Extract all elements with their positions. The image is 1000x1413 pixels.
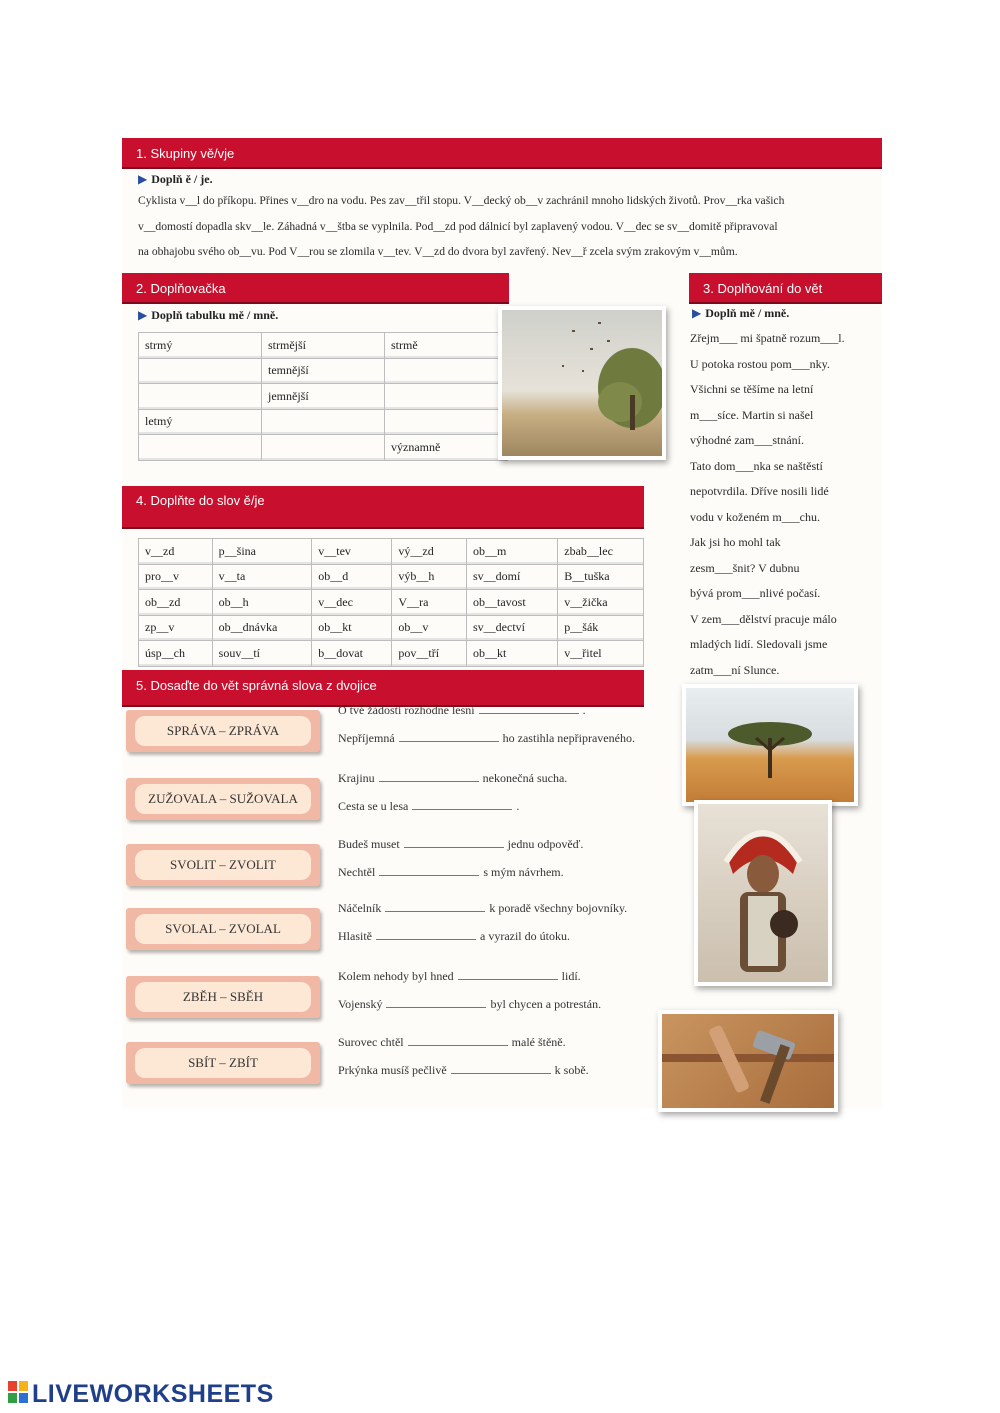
sentence-end: k sobě.	[554, 1063, 589, 1077]
answer-blank[interactable]	[386, 997, 486, 1008]
sentence-line: U potoka rostou pom___nky.	[690, 356, 830, 371]
sentence-start: Surovec chtěl	[338, 1035, 404, 1049]
answer-blank[interactable]	[385, 901, 485, 912]
sentence-line: Tato dom___nka se naštěstí	[690, 458, 823, 473]
word-cell[interactable]: zbab__lec	[558, 539, 644, 565]
table-cell: temnější	[262, 358, 385, 384]
word-cell[interactable]: v__tev	[312, 539, 392, 565]
word-pair-text: SVOLIT – ZVOLIT	[135, 850, 311, 880]
answer-cell[interactable]	[139, 435, 262, 461]
word-cell[interactable]: b__dovat	[312, 641, 392, 667]
sentence-end: nekonečná sucha.	[482, 771, 568, 785]
instruction-text: Doplň mě / mně.	[705, 306, 790, 320]
answer-cell[interactable]	[262, 435, 385, 461]
triangle-bullet-icon: ▶	[138, 308, 148, 322]
section3-title: 3. Doplňování do vět	[689, 273, 882, 304]
word-cell[interactable]: ob__m	[467, 539, 558, 565]
table-cell: letmý	[139, 409, 262, 435]
logo-text: LIVEWORKSHEETS	[32, 1380, 274, 1408]
table-row	[139, 435, 508, 461]
sentence-end: malé štěně.	[511, 1035, 566, 1049]
word-cell[interactable]: p__šák	[558, 615, 644, 641]
fill-sentence	[338, 1063, 589, 1078]
section2-instruction	[138, 308, 278, 323]
sentence-end: a vyrazil do útoku.	[480, 929, 570, 943]
section5-title: 5. Dosaďte do vět správná slova z dvojice	[122, 670, 644, 707]
comparison-table	[138, 332, 508, 461]
word-cell[interactable]: ob__d	[312, 564, 392, 590]
sentence-end: .	[516, 799, 520, 813]
instruction-text: Doplň tabulku mě / mně.	[151, 308, 279, 322]
word-pair-text: ZUŽOVALA – SUŽOVALA	[135, 784, 311, 814]
fill-sentence	[338, 731, 635, 746]
table-row	[139, 358, 508, 384]
word-cell[interactable]: zp__v	[139, 615, 213, 641]
table-row	[139, 590, 644, 616]
sentence-line: zatm___ní Slunce.	[690, 662, 780, 677]
word-cell[interactable]: p__šina	[212, 539, 312, 565]
sentence-start: Krajinu	[338, 771, 375, 785]
sentence-line: Všichni se těšíme na letní	[690, 382, 814, 396]
answer-cell[interactable]	[139, 384, 262, 410]
word-pair-text: SVOLAL – ZVOLAL	[135, 914, 311, 944]
instruction-text: Doplň ě / je.	[151, 172, 213, 186]
word-pair-label	[126, 844, 320, 886]
section3-sentences	[690, 326, 875, 683]
fill-sentence	[338, 799, 519, 814]
answer-cell[interactable]	[385, 358, 508, 384]
word-cell[interactable]: v__dec	[312, 590, 392, 616]
savanna-tree-photo	[682, 684, 858, 806]
sentence-line: nepotvrdila. Dříve nosili lidé	[690, 484, 829, 498]
fill-sentence	[338, 865, 564, 880]
word-cell[interactable]: ob__h	[212, 590, 312, 616]
word-cell[interactable]: sv__domí	[467, 564, 558, 590]
table-row	[139, 333, 508, 359]
word-cell[interactable]: v__žička	[558, 590, 644, 616]
sentence-end: k poradě všechny bojovníky.	[489, 901, 628, 915]
landscape-photo	[498, 306, 666, 460]
section1-paragraph	[138, 188, 878, 265]
answer-cell[interactable]	[139, 358, 262, 384]
triangle-bullet-icon: ▶	[692, 306, 702, 320]
answer-cell[interactable]	[385, 384, 508, 410]
table-cell: strmý	[139, 333, 262, 359]
answer-blank[interactable]	[412, 799, 512, 810]
sentence-line: mladých lidí. Sledovali jsme	[690, 637, 828, 651]
sentence-line: V zem___dělství pracuje málo	[690, 611, 837, 626]
word-cell[interactable]: výb__h	[392, 564, 467, 590]
word-cell[interactable]: ob__tavost	[467, 590, 558, 616]
headdress-figure-icon	[698, 804, 828, 982]
sentence-start: Nechtěl	[338, 865, 376, 879]
logo-blocks-icon	[8, 1381, 30, 1405]
sentence-start: Hlasitě	[338, 929, 372, 943]
word-cell[interactable]: v__ta	[212, 564, 312, 590]
word-cell[interactable]: sv__dectví	[467, 615, 558, 641]
sentence-line: Zřejm___ mi špatně rozum___l.	[690, 331, 845, 345]
acacia-tree-icon	[686, 688, 854, 802]
section3-instruction	[692, 306, 789, 321]
sentence-start: Nepříjemná	[338, 731, 395, 745]
word-cell[interactable]: souv__tí	[212, 641, 312, 667]
word-pair-label	[126, 710, 320, 752]
sentence-start: Cesta se u lesa	[338, 799, 409, 813]
sentence-end: .	[582, 703, 586, 717]
text-line: na obhajobu svého ob__vu. Pod V__rou se zlomila v__tev. V__zd do dvora byl zavřený. Nev__ř zcela svým zrakovým v__mům.	[138, 245, 738, 258]
word-cell[interactable]: v__řitel	[558, 641, 644, 667]
sentence-start: O tvé žádosti rozhodne lesní	[338, 703, 475, 717]
sentence-line: Jak jsi ho mohl tak	[690, 535, 781, 549]
sentence-start: Kolem nehody byl hned	[338, 969, 454, 983]
word-pair-label	[126, 1042, 320, 1084]
table-cell: významně	[385, 435, 508, 461]
section1-instruction	[138, 172, 213, 187]
fill-sentence	[338, 703, 586, 718]
table-row	[139, 564, 644, 590]
word-cell[interactable]: v__zd	[139, 539, 213, 565]
sentence-end: byl chycen a potrestán.	[490, 997, 602, 1011]
answer-blank[interactable]	[404, 837, 504, 848]
sentence-line: m___síce. Martin si našel	[690, 407, 814, 422]
table-cell: strmější	[262, 333, 385, 359]
sentence-line: vodu v koženém m___chu.	[690, 509, 820, 524]
word-cell[interactable]: pro__v	[139, 564, 213, 590]
word-pair-label	[126, 908, 320, 950]
sentence-start: Budeš muset	[338, 837, 400, 851]
fill-sentence	[338, 901, 627, 916]
hammer-icon	[662, 1014, 834, 1108]
worksheet	[122, 138, 882, 1108]
sentence-end: s mým návrhem.	[483, 865, 564, 879]
text-line: v__domostí dopadla skv__le. Záhadná v__štba se vyplnila. Pod__zd pod dálnicí byl zaplavený vodou. V__dec se sv__domitě připravoval	[138, 219, 778, 233]
word-table	[138, 538, 644, 667]
answer-blank[interactable]	[376, 929, 476, 940]
sentence-line: bývá prom___nlivé počasí.	[690, 586, 821, 600]
word-pair-text: SBÍT – ZBÍT	[135, 1048, 311, 1078]
fill-sentence	[338, 969, 581, 984]
word-cell[interactable]: B__tuška	[558, 564, 644, 590]
word-cell[interactable]: ob__kt	[467, 641, 558, 667]
sentence-end: lidí.	[561, 969, 581, 983]
tree-illustration-icon	[502, 310, 662, 456]
table-cell: jemnější	[262, 384, 385, 410]
word-cell[interactable]: úsp__ch	[139, 641, 213, 667]
fill-sentence	[338, 771, 567, 786]
table-row	[139, 384, 508, 410]
fill-sentence	[338, 837, 583, 852]
word-cell[interactable]: vý__zd	[392, 539, 467, 565]
word-pair-label	[126, 976, 320, 1018]
native-chief-photo	[694, 800, 832, 986]
text-line: Cyklista v__l do příkopu. Přines v__dro na vodu. Pes zav__třil stopu. V__decký ob__v zachránil mnoho lidských životů. Prov__rka vašich	[138, 194, 785, 207]
answer-blank[interactable]	[479, 703, 579, 714]
answer-blank[interactable]	[399, 731, 499, 742]
section1-title: 1. Skupiny vě/vje	[122, 138, 882, 169]
sentence-line: výhodné zam___stnání.	[690, 433, 804, 447]
word-pair-text: SPRÁVA – ZPRÁVA	[135, 716, 311, 746]
sentence-line: zesm___šnit? V dubnu	[690, 560, 800, 575]
table-row	[139, 615, 644, 641]
section4-title: 4. Doplňte do slov ě/je	[122, 486, 644, 529]
word-cell[interactable]: ob__dnávka	[212, 615, 312, 641]
answer-blank[interactable]	[379, 771, 479, 782]
fill-sentence	[338, 929, 570, 944]
sentence-start: Prkýnka musíš pečlivě	[338, 1063, 447, 1077]
sentence-end: ho zastihla nepřipraveného.	[502, 731, 635, 745]
table-cell: strmě	[385, 333, 508, 359]
answer-cell[interactable]	[262, 409, 385, 435]
table-row	[139, 539, 644, 565]
fill-sentence	[338, 997, 601, 1012]
word-cell[interactable]: ob__kt	[312, 615, 392, 641]
answer-blank[interactable]	[458, 969, 558, 980]
sentence-start: Náčelník	[338, 901, 382, 915]
word-pair-text: ZBĚH – SBĚH	[135, 982, 311, 1012]
triangle-bullet-icon: ▶	[138, 172, 148, 186]
word-pair-label	[126, 778, 320, 820]
word-cell[interactable]: pov__tří	[392, 641, 467, 667]
liveworksheets-logo	[8, 1380, 274, 1410]
sentence-end: jednu odpověď.	[507, 837, 584, 851]
table-row	[139, 409, 508, 435]
word-cell[interactable]: ob__zd	[139, 590, 213, 616]
hammer-planks-photo	[658, 1010, 838, 1112]
sentence-start: Vojenský	[338, 997, 383, 1011]
word-cell[interactable]: V__ra	[392, 590, 467, 616]
answer-blank[interactable]	[451, 1063, 551, 1074]
fill-sentence	[338, 1035, 566, 1050]
answer-blank[interactable]	[408, 1035, 508, 1046]
answer-cell[interactable]	[385, 409, 508, 435]
table-row	[139, 641, 644, 667]
answer-blank[interactable]	[379, 865, 479, 876]
word-cell[interactable]: ob__v	[392, 615, 467, 641]
section2-title: 2. Doplňovačka	[122, 273, 509, 304]
